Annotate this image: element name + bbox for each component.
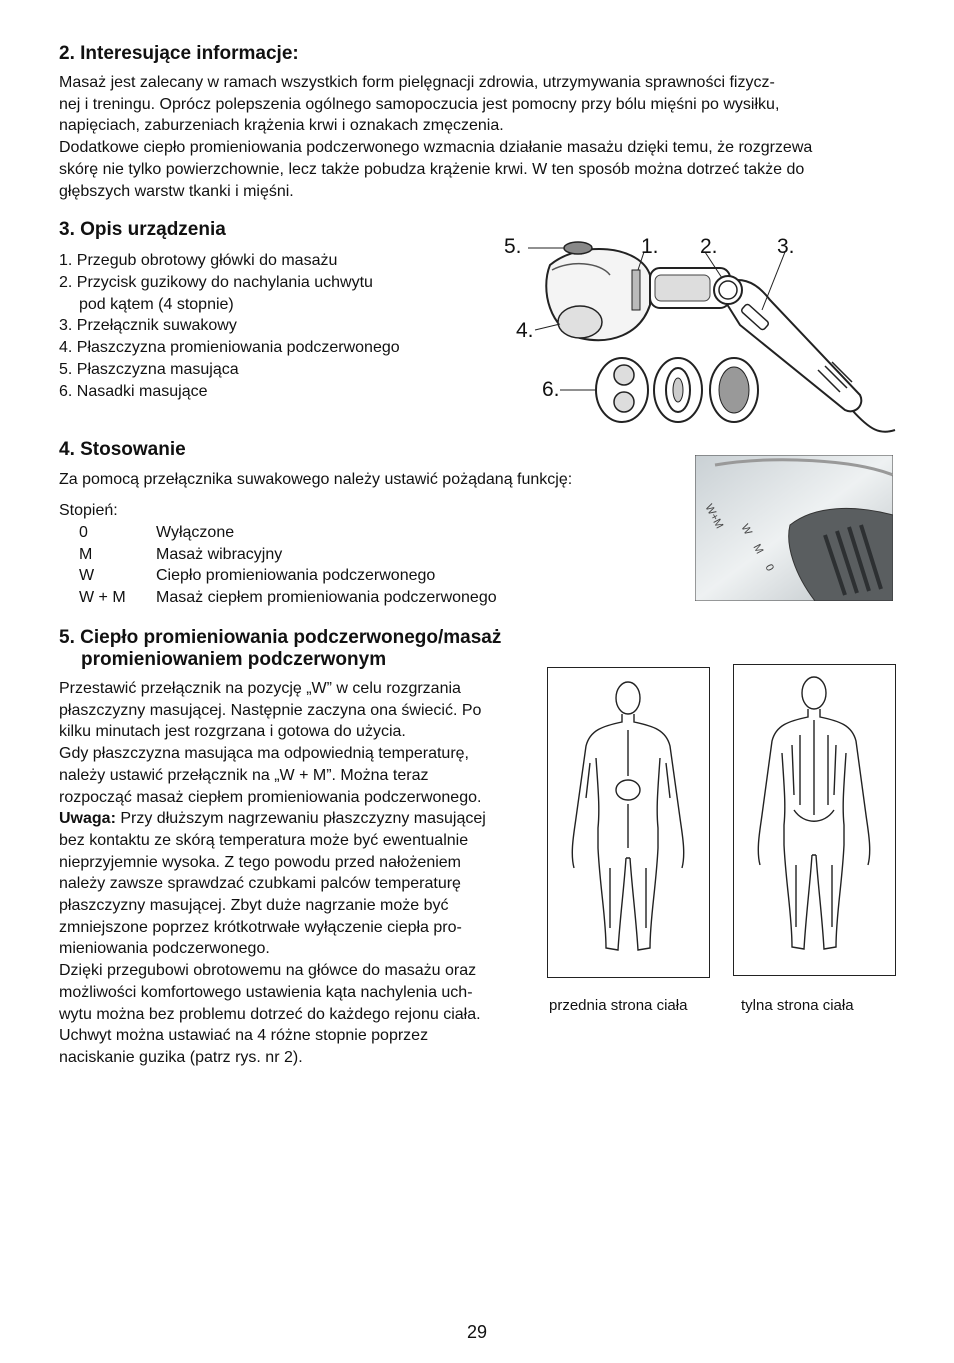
stop-row [59,587,497,609]
text-line: należy zawsze sprawdzać czubkami palców temperaturę [59,875,461,893]
switch-mark: W+M [702,502,726,531]
text-line: bez kontaktu ze skórą temperatura może być ewentualnie [59,831,469,849]
text-line: zmniejszone poprzez krótkotrwałe wyłączenie ciepła pro- [59,918,462,936]
note-line [59,808,486,830]
front-body-drawing [548,668,708,976]
list-item: 6. Nasadki masujące [59,382,208,400]
section-3-title: 3. Opis urządzenia [59,219,226,240]
figure-label-3: 3. [777,235,795,258]
figure-label-1: 1. [641,235,659,258]
caption-back: tylna strona ciała [741,997,854,1014]
stop-table [59,500,497,609]
text-line: Przestawić przełącznik na pozycję „W” w celu rozgrzania [59,680,461,697]
switch-mark: W [738,522,754,538]
note-first: Przy dłuższym nagrzewaniu płaszczyzny masującej [115,810,486,828]
list-item: 5. Płaszczyzna masująca [59,360,239,378]
text-line: napięciach, zaburzeniach krążenia krwi i oznakach zmęczenia. [59,117,504,135]
stop-row [59,544,497,566]
list-item: pod kątem (4 stopnie) [79,295,234,313]
text-line: Uchwyt można ustawiać na 4 różne stopnie poprzez [59,1027,429,1045]
stop-desc: Wyłączone [156,523,235,541]
back-body-drawing [734,665,894,974]
text-line: nej i treningu. Oprócz polepszenia ogólnego samopoczucia jest pomocny przy bólu mięśni po wysiłku, [59,95,780,113]
text-line: kilku minutach jest rozgrzana i gotowa do użycia. [59,723,406,741]
list-item: 2. Przycisk guzikowy do nachylania uchwytu [59,273,373,291]
section-5-text [59,678,486,1069]
list-item: 4. Płaszczyzna promieniowania podczerwonego [59,339,400,357]
section-4-title: 4. Stosowanie [59,439,186,460]
stop-label: Stopień: [59,502,118,519]
text-line: nieprzyjemnie wysoka. Z tego powodu przed nałożeniem [59,853,461,871]
stop-key: 0 [79,523,88,541]
stop-desc: Masaż wibracyjny [156,545,283,563]
stop-key: W [79,567,95,585]
note-label: Uwaga: [59,810,116,828]
text-line: naciskanie guzika (patrz rys. nr 2). [59,1048,303,1066]
stop-row [59,565,497,587]
text-line: Dzięki przegubowi obrotowemu na główce do masażu oraz [59,962,477,980]
text-line: płaszczyzny masującej. Zbyt duże nagrzanie może być [59,897,449,915]
text-line: Dodatkowe ciepło promieniowania podczerwonego wzmacnia działanie masażu dzięki temu, że rozgrzewa [59,139,813,157]
text-line: płaszczyzny masującej. Następnie zaczyna ona świecić. Po [59,701,482,719]
text-line: skórę nie tylko powierzchownie, lecz także pobudza krążenie krwi. W ten sposób można dotrzeć także do [59,160,805,178]
text-line: głębszych warstw tkanki i mięśni. [59,182,294,200]
figure-label-2: 2. [700,235,718,258]
text-line: Masaż jest zalecany w ramach wszystkich form pielęgnacji zdrowia, utrzymywania sprawności fizycz- [59,74,775,91]
switch-photo [695,455,893,601]
section-4-intro: Za pomocą przełącznika suwakowego należy ustawić pożądaną funkcję: [59,471,573,488]
section-2-title: 2. Interesujące informacje: [59,43,299,64]
text-line: wytu można bez problemu dotrzeć do każdego rejonu ciała. [59,1005,481,1023]
stop-desc: Ciepło promieniowania podczerwonego [156,567,436,585]
list-item: 1. Przegub obrotowy główki do masażu [59,252,338,269]
front-body-figure [547,667,710,978]
text-line: możliwości komfortowego ustawienia kąta nachylenia uch- [59,983,473,1001]
figure-label-5: 5. [504,235,522,258]
list-item: 3. Przełącznik suwakowy [59,317,237,335]
section-2-text [59,72,812,202]
stop-key: W + M [79,589,126,607]
back-body-figure [733,664,896,976]
figure-label-6: 6. [542,378,560,401]
switch-mark: M [750,542,766,556]
text-line: należy ustawić przełącznik na „W + M”. Można teraz [59,766,429,784]
section-5-title-line1: 5. Ciepło promieniowania podczerwonego/masaż [59,627,502,648]
device-parts-list [59,250,400,403]
text-line: rozpocząć masaż ciepłem promieniowania podczerwonego. [59,788,482,806]
stop-row [59,522,497,544]
text-line: Gdy płaszczyzna masująca ma odpowiednią temperaturę, [59,745,469,763]
section-5-title-line2: promieniowaniem podczerwonym [81,649,387,670]
stop-desc: Masaż ciepłem promieniowania podczerwonego [156,589,497,607]
caption-front: przednia strona ciała [549,997,688,1014]
switch-mark: 0 [762,562,776,574]
page-number: 29 [466,1322,488,1342]
text-line: mieniowania podczerwonego. [59,940,270,958]
stop-key: M [79,545,93,563]
figure-label-4: 4. [516,319,534,342]
device-illustration [500,230,900,440]
